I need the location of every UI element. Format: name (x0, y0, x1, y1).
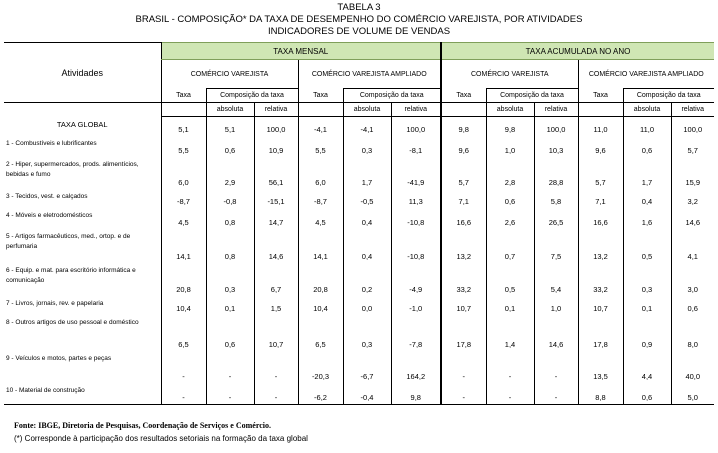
value-cell: 4,1 (671, 229, 714, 263)
value-cell: 16,6 (441, 208, 486, 229)
value-cell: -6,7 (343, 351, 391, 383)
value-cell: - (486, 383, 534, 405)
value-cell: 2,6 (486, 208, 534, 229)
table-row (4, 296, 714, 315)
value-cell: 164,2 (391, 351, 441, 383)
activity-label: 5 - Artigos farmacêuticos, med., ortop. e de perfumaria (6, 232, 131, 250)
value-cell: 9,6 (441, 136, 486, 157)
value-cell: 11,0 (578, 117, 623, 136)
value-cell: - (486, 351, 534, 383)
value-cell: 4,5 (161, 208, 206, 229)
value-cell: 40,0 (671, 351, 714, 383)
value-cell: 0,7 (486, 229, 534, 263)
value-cell: -1,0 (391, 296, 441, 315)
value-cell: 14,6 (671, 208, 714, 229)
value-cell: 7,1 (441, 189, 486, 208)
value-cell: 1,6 (623, 208, 671, 229)
table-row (4, 351, 714, 383)
atividades-header: Atividades (4, 43, 161, 103)
value-cell: -0,4 (343, 383, 391, 405)
value-cell: 0,6 (486, 189, 534, 208)
value-cell: 0,3 (206, 263, 254, 296)
value-cell: - (254, 383, 298, 405)
value-cell: 0,8 (206, 229, 254, 263)
value-cell: 100,0 (391, 117, 441, 136)
taxa-header: Taxa (441, 89, 486, 103)
value-cell: 6,5 (298, 315, 343, 351)
value-cell: 17,8 (578, 315, 623, 351)
value-cell: 0,5 (623, 229, 671, 263)
value-cell: 33,2 (578, 263, 623, 296)
value-cell: 3,0 (671, 263, 714, 296)
value-cell: -4,1 (298, 117, 343, 136)
mensal-varejista-header: COMÉRCIO VAREJISTA (161, 60, 298, 89)
value-cell: 0,4 (343, 208, 391, 229)
value-cell: 15,9 (671, 157, 714, 189)
value-cell: - (206, 383, 254, 405)
value-cell: -8,7 (298, 189, 343, 208)
value-cell: 9,8 (441, 117, 486, 136)
value-cell: 17,8 (441, 315, 486, 351)
value-cell: -4,1 (343, 117, 391, 136)
value-cell: 11,0 (623, 117, 671, 136)
value-cell: 0,2 (343, 263, 391, 296)
value-cell: -8,1 (391, 136, 441, 157)
table-row (4, 189, 714, 208)
composicao-header: Composição da taxa (206, 89, 298, 103)
value-cell: 20,8 (161, 263, 206, 296)
value-cell: 1,7 (623, 157, 671, 189)
taxa-header: Taxa (161, 89, 206, 103)
value-cell: -0,8 (206, 189, 254, 208)
value-cell: 0,1 (206, 296, 254, 315)
taxa-acumulada-header: TAXA ACUMULADA NO ANO (441, 43, 714, 60)
table-row (4, 383, 714, 405)
value-cell: 11,3 (391, 189, 441, 208)
value-cell: 9,8 (486, 117, 534, 136)
value-cell: - (534, 383, 578, 405)
composicao-header: Composição da taxa (343, 89, 441, 103)
value-cell: 5,5 (298, 136, 343, 157)
value-cell: 2,8 (486, 157, 534, 189)
value-cell: - (254, 351, 298, 383)
activity-label: 8 - Outros artigos de uso pessoal e doméstico (6, 318, 139, 326)
table-row (4, 117, 714, 136)
mensal-ampliado-header: COMÉRCIO VAREJISTA AMPLIADO (298, 60, 441, 89)
source-note: Fonte: IBGE, Diretoria de Pesquisas, Coordenação de Serviços e Comércio. (14, 421, 272, 430)
value-cell: -41,9 (391, 157, 441, 189)
table-title: BRASIL - COMPOSIÇÃO* DA TAXA DE DESEMPENHO DO COMÉRCIO VAREJISTA, POR ATIVIDADES (135, 14, 583, 25)
activity-label: 7 - Livros, jornais, rev. e papelaria (6, 299, 104, 307)
value-cell: - (441, 351, 486, 383)
absoluta-header: absoluta (343, 103, 391, 117)
value-cell: 100,0 (671, 117, 714, 136)
value-cell: 0,4 (623, 189, 671, 208)
value-cell: 26,5 (534, 208, 578, 229)
value-cell: -20,3 (298, 351, 343, 383)
value-cell: 1,5 (254, 296, 298, 315)
value-cell: 14,7 (254, 208, 298, 229)
activity-label: 10 - Material de construção (4, 383, 161, 405)
activity-label: 9 - Veículos e motos, partes e peças (6, 354, 112, 362)
value-cell: - (206, 351, 254, 383)
table-row (4, 208, 714, 229)
value-cell: 7,1 (578, 189, 623, 208)
value-cell: 14,6 (534, 315, 578, 351)
value-cell: 14,1 (298, 229, 343, 263)
value-cell: 5,8 (534, 189, 578, 208)
value-cell: 0,6 (623, 136, 671, 157)
value-cell: 0,3 (623, 263, 671, 296)
value-cell: 0,8 (206, 208, 254, 229)
value-cell: 10,7 (441, 296, 486, 315)
activity-label: 6 - Equip. e mat. para escritório informática e comunicação (6, 266, 136, 284)
value-cell: -10,8 (391, 229, 441, 263)
composicao-header: Composição da taxa (623, 89, 714, 103)
table-number: TABELA 3 (337, 2, 381, 13)
value-cell: 5,5 (161, 136, 206, 157)
value-cell: 1,4 (486, 315, 534, 351)
value-cell: 16,6 (578, 208, 623, 229)
absoluta-header: absoluta (623, 103, 671, 117)
absoluta-header: absoluta (206, 103, 254, 117)
table-subtitle: INDICADORES DE VOLUME DE VENDAS (267, 26, 451, 37)
taxa-header: Taxa (298, 89, 343, 103)
value-cell: 5,4 (534, 263, 578, 296)
value-cell: 33,2 (441, 263, 486, 296)
table-title-block (0, 2, 718, 38)
value-cell: -4,9 (391, 263, 441, 296)
value-cell: 2,9 (206, 157, 254, 189)
value-cell: - (534, 351, 578, 383)
value-cell: 8,0 (671, 315, 714, 351)
value-cell: 13,5 (578, 351, 623, 383)
value-cell: 0,0 (343, 296, 391, 315)
activity-label: 4 - Móveis e eletrodomésticos (6, 211, 93, 219)
value-cell: 4,5 (298, 208, 343, 229)
value-cell: 0,4 (343, 229, 391, 263)
value-cell: 13,2 (578, 229, 623, 263)
value-cell: - (441, 383, 486, 405)
value-cell: 5,0 (671, 383, 714, 405)
value-cell: -6,2 (298, 383, 343, 405)
value-cell: 8,8 (578, 383, 623, 405)
value-cell: 5,7 (441, 157, 486, 189)
value-cell: 3,2 (671, 189, 714, 208)
activity-label: 1 - Combustíveis e lubrificantes (6, 139, 97, 147)
value-cell: 5,1 (161, 117, 206, 136)
absoluta-header: absoluta (486, 103, 534, 117)
value-cell: 5,7 (578, 157, 623, 189)
value-cell: - (161, 351, 206, 383)
relativa-header: relativa (254, 103, 298, 117)
value-cell: 6,0 (298, 157, 343, 189)
value-cell: 9,6 (578, 136, 623, 157)
value-cell: 1,0 (534, 296, 578, 315)
value-cell: 4,4 (623, 351, 671, 383)
value-cell: -15,1 (254, 189, 298, 208)
taxa-header: Taxa (578, 89, 623, 103)
value-cell: 10,4 (298, 296, 343, 315)
relativa-header: relativa (671, 103, 714, 117)
value-cell: -8,7 (161, 189, 206, 208)
value-cell: - (161, 383, 206, 405)
value-cell: 7,5 (534, 229, 578, 263)
value-cell: 0,3 (343, 315, 391, 351)
value-cell: 0,6 (206, 315, 254, 351)
value-cell: 100,0 (254, 117, 298, 136)
value-cell: 9,8 (391, 383, 441, 405)
table-row (4, 229, 714, 263)
value-cell: -0,5 (343, 189, 391, 208)
value-cell: 10,4 (161, 296, 206, 315)
value-cell: 0,6 (671, 296, 714, 315)
value-cell: 10,9 (254, 136, 298, 157)
value-cell: 6,7 (254, 263, 298, 296)
composicao-header: Composição da taxa (486, 89, 578, 103)
value-cell: 100,0 (534, 117, 578, 136)
value-cell: 0,5 (486, 263, 534, 296)
value-cell: 14,1 (161, 229, 206, 263)
value-cell: -10,8 (391, 208, 441, 229)
value-cell: 0,9 (623, 315, 671, 351)
value-cell: 5,7 (671, 136, 714, 157)
value-cell: 20,8 (298, 263, 343, 296)
value-cell: 6,5 (161, 315, 206, 351)
table-row (4, 263, 714, 296)
value-cell: -7,8 (391, 315, 441, 351)
value-cell: 10,7 (578, 296, 623, 315)
value-cell: 1,7 (343, 157, 391, 189)
acumulada-varejista-header: COMÉRCIO VAREJISTA (441, 60, 578, 89)
value-cell: 0,6 (623, 383, 671, 405)
value-cell: 56,1 (254, 157, 298, 189)
value-cell: 0,3 (343, 136, 391, 157)
taxa-mensal-header: TAXA MENSAL (161, 43, 441, 60)
value-cell: 1,0 (486, 136, 534, 157)
relativa-header: relativa (391, 103, 441, 117)
value-cell: 6,0 (161, 157, 206, 189)
value-cell: 10,3 (534, 136, 578, 157)
activity-label: TAXA GLOBAL (56, 119, 108, 129)
activity-label: 3 - Tecidos, vest. e calçados (6, 192, 88, 200)
table-row (4, 315, 714, 351)
data-table (4, 42, 714, 405)
value-cell: 0,1 (623, 296, 671, 315)
value-cell: 5,1 (206, 117, 254, 136)
activity-label: 2 - Hiper, supermercados, prods. alimentícios, bebidas e fumo (6, 160, 139, 178)
value-cell: 10,7 (254, 315, 298, 351)
table-row (4, 157, 714, 189)
footnote: (*) Corresponde à participação dos resultados setoriais na formação da taxa global (14, 434, 308, 443)
value-cell: 13,2 (441, 229, 486, 263)
value-cell: 14,6 (254, 229, 298, 263)
value-cell: 0,1 (486, 296, 534, 315)
acumulada-ampliado-header: COMÉRCIO VAREJISTA AMPLIADO (578, 60, 714, 89)
table-row (4, 136, 714, 157)
value-cell: 28,8 (534, 157, 578, 189)
value-cell: 0,6 (206, 136, 254, 157)
relativa-header: relativa (534, 103, 578, 117)
